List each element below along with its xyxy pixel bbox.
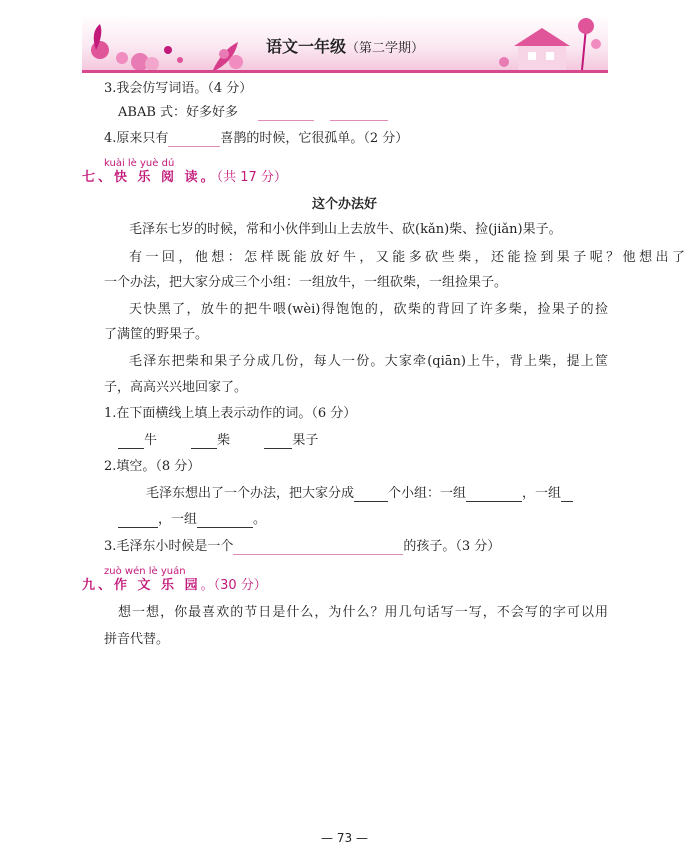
section-7-title: 七、快 乐 阅 读。 xyxy=(82,170,217,185)
page-title-sub: （第二学期） xyxy=(346,41,425,56)
composition-prompt-line-2: 拼音代替。 xyxy=(104,632,170,647)
action-word-1: 牛 xyxy=(144,433,158,448)
question-what-child xyxy=(104,539,500,555)
fill-text-1: 毛泽东想出了一个办法，把大家分成 xyxy=(146,486,355,501)
action-words-row xyxy=(118,433,318,449)
story-paragraph-4-line-1: 毛泽东把柴和果子分成几份，每人一份。大家牵(qiān)上牛，背上柴，提上筐 xyxy=(129,354,608,369)
imitate-pattern xyxy=(118,105,388,121)
what-child-after: 的孩子。（3 分） xyxy=(403,539,501,554)
action-word-3: 果子 xyxy=(292,433,319,448)
fill-blank-line-2 xyxy=(118,512,266,528)
story-paragraph-3-line-1: 天快黑了，放牛的把牛喂(wèi)得饱饱的，砍柴的背回了许多柴，捡果子的捡 xyxy=(129,302,608,317)
question-imitate-words: 3.我会仿写词语。（4 分） xyxy=(104,81,253,96)
fill-text-4: ，一组 xyxy=(158,512,198,527)
story-paragraph-2-line-2: 一个办法，把大家分成三个小组：一组放牛，一组砍柴，一组捡果子。 xyxy=(104,275,508,290)
question-magpie-after: 喜鹊的时候，它很孤单。（2 分） xyxy=(220,131,409,146)
imitate-blank-2[interactable] xyxy=(330,106,388,121)
page-number: — 73 — xyxy=(321,831,368,845)
fill-text-3: ，一组 xyxy=(522,486,562,501)
action-blank-2[interactable] xyxy=(191,434,217,449)
group-count-blank[interactable] xyxy=(354,487,388,502)
action-blank-3[interactable] xyxy=(264,434,292,449)
section-9-heading xyxy=(82,578,267,594)
question-magpie-before: 4.原来只有 xyxy=(104,131,169,146)
what-child-blank[interactable] xyxy=(233,540,403,555)
action-word-2: 柴 xyxy=(217,433,231,448)
story-title: 这个办法好 xyxy=(311,197,377,212)
question-action-words: 1.在下面横线上填上表示动作的词。（6 分） xyxy=(104,406,357,421)
composition-prompt-line-1: 想一想，你最喜欢的节日是什么，为什么？用几句话写一写，不会写的字可以用 xyxy=(118,605,608,620)
fill-text-2: 个小组：一组 xyxy=(388,486,467,501)
header-rule xyxy=(82,70,608,73)
fill-blank-line-1 xyxy=(146,486,573,502)
section-7-pinyin: kuài lè yuè dú xyxy=(104,158,175,169)
page-title-main: 语文一年级 xyxy=(265,37,346,56)
action-blank-1[interactable] xyxy=(118,434,144,449)
page-title xyxy=(82,34,608,57)
question-magpie xyxy=(104,131,408,147)
section-7-heading xyxy=(82,170,287,186)
story-paragraph-2-line-1: 有一回，他想：怎样既能放好牛，又能多砍些柴，还能捡到果子呢？他想出了 xyxy=(129,250,685,265)
section-9-points: 。（30 分） xyxy=(200,578,267,593)
story-paragraph-1: 毛泽东七岁的时候，常和小伙伴到山上去放牛、砍(kǎn)柴、捡(jiǎn)果子。 xyxy=(129,222,562,237)
group-2-blank-end[interactable] xyxy=(118,513,158,528)
group-2-blank-start[interactable] xyxy=(561,487,573,502)
question-fill-blank: 2.填空。（8 分） xyxy=(104,459,201,474)
fill-text-5: 。 xyxy=(253,512,267,527)
section-9-pinyin: zuò wén lè yuán xyxy=(104,566,186,577)
story-paragraph-4-line-2: 子，高高兴兴地回家了。 xyxy=(104,380,248,395)
page-header xyxy=(82,14,608,72)
what-child-before: 3.毛泽东小时候是一个 xyxy=(104,539,234,554)
group-1-blank[interactable] xyxy=(466,487,522,502)
magpie-blank[interactable] xyxy=(168,132,220,147)
group-3-blank[interactable] xyxy=(197,513,253,528)
imitate-blank-1[interactable] xyxy=(258,106,314,121)
imitate-pattern-text: ABAB 式：好多好多 xyxy=(118,105,239,120)
section-9-title: 九、作 文 乐 园 xyxy=(82,578,201,593)
section-7-points: （共 17 分） xyxy=(216,170,287,185)
story-paragraph-3-line-2: 了满筐的野果子。 xyxy=(104,327,209,342)
